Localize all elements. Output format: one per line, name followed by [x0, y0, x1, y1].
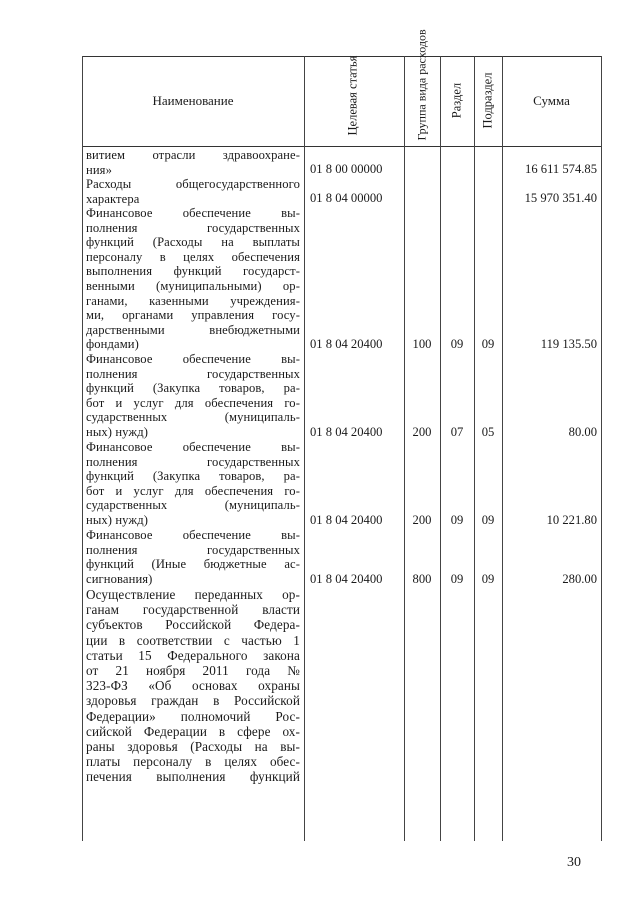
- name-line: сударственных (муниципаль-: [86, 410, 300, 425]
- name-line: выполнения функций государст-: [86, 264, 300, 279]
- name-line: функций (Расходы на выплаты: [86, 235, 300, 250]
- row-target: 01 8 04 20400: [310, 337, 383, 351]
- name-line: Финансовое обеспечение вы-: [86, 206, 300, 220]
- name-line: Осуществление переданных ор-: [86, 587, 300, 602]
- name-line: 323-ФЗ «Об основах охраны: [86, 678, 300, 694]
- row-name: [86, 528, 300, 586]
- row-sum: 16 611 574.85: [525, 162, 597, 176]
- name-line: бот и услуг для обеспечения го-: [86, 395, 300, 410]
- col-border: [304, 56, 305, 841]
- row-target: 01 8 04 00000: [310, 191, 383, 205]
- name-line: функций (Закупка товаров, ра-: [86, 381, 300, 396]
- name-line: здоровья граждан в Российской: [86, 693, 300, 709]
- row-sum: 15 970 351.40: [524, 191, 597, 205]
- col-border: [474, 56, 475, 841]
- budget-table: [82, 29, 602, 841]
- name-line: ганам государственной власти: [86, 602, 300, 618]
- row-section: 09: [450, 337, 464, 351]
- name-line: ных) нужд): [86, 424, 149, 439]
- row-name: [86, 177, 300, 206]
- col-border: [82, 56, 83, 841]
- name-line: Федерации» полномочий Рос-: [86, 708, 300, 724]
- row-subsection: 05: [481, 425, 495, 439]
- name-line: полнения государственных: [86, 454, 300, 469]
- row-name: [86, 352, 300, 440]
- name-line: полнения государственных: [86, 366, 300, 381]
- col-border: [404, 56, 405, 841]
- name-line: ния»: [86, 162, 112, 177]
- row-section: 09: [450, 513, 464, 527]
- row-target: 01 8 04 20400: [310, 425, 383, 439]
- name-line: ных) нужд): [86, 512, 149, 527]
- row-name: [86, 148, 300, 177]
- row-name: [86, 587, 300, 785]
- name-line: печения выполнения функций: [86, 769, 300, 785]
- name-line: функций (Иные бюджетные ас-: [86, 557, 300, 572]
- name-line: раны здоровья (Расходы на вы-: [86, 739, 300, 755]
- name-line: бот и услуг для обеспечения го-: [86, 483, 300, 498]
- header-bottom-border: [82, 146, 602, 147]
- name-line: полнения государственных: [86, 220, 300, 235]
- name-line: персоналу в целях обеспечения: [86, 249, 300, 264]
- header-group: Группа вида расходов: [414, 29, 429, 141]
- row-sum: 10 221.80: [546, 513, 597, 527]
- name-line: от 21 ноября 2011 года №: [86, 663, 300, 679]
- header-sum: [502, 56, 601, 146]
- name-line: Финансовое обеспечение вы-: [86, 352, 300, 366]
- name-line: Финансовое обеспечение вы-: [86, 528, 300, 542]
- row-name: [86, 440, 300, 528]
- col-border: [601, 56, 602, 841]
- name-line: дарственными внебюджетными: [86, 322, 300, 337]
- name-line: субъектов Российской Федера-: [86, 617, 300, 633]
- row-subsection: 09: [481, 337, 495, 351]
- header-name: [82, 56, 304, 146]
- header-subsection: Подраздел: [480, 72, 495, 129]
- name-line: ми, органами управления госу-: [86, 308, 300, 323]
- row-group: 100: [412, 337, 432, 351]
- header-sum-label: Сумма: [533, 93, 570, 108]
- name-line: полнения государственных: [86, 542, 300, 557]
- row-sum: 280.00: [562, 572, 597, 586]
- name-line: ганами, казенными учреждения-: [86, 293, 300, 308]
- row-subsection: 09: [481, 513, 495, 527]
- header-name-label: Наименование: [152, 93, 234, 108]
- name-line: витием отрасли здравоохране-: [86, 148, 300, 162]
- name-line: ции в соответствии с частью 1: [86, 632, 300, 648]
- name-line: венными (муниципальными) ор-: [86, 278, 300, 293]
- row-target: 01 8 00 00000: [310, 162, 383, 176]
- name-line: характера: [86, 191, 140, 206]
- page-number: 30: [567, 855, 581, 870]
- row-group: 800: [412, 572, 432, 586]
- name-line: Финансовое обеспечение вы-: [86, 440, 300, 454]
- name-line: фондами): [86, 337, 139, 352]
- row-subsection: 09: [481, 572, 495, 586]
- row-group: 200: [412, 425, 432, 439]
- row-section: 09: [450, 572, 464, 586]
- header-section: Раздел: [449, 82, 464, 119]
- name-line: статьи 15 Федерального закона: [86, 647, 300, 663]
- name-line: платы персоналу в целях обес-: [86, 754, 300, 770]
- name-line: сударственных (муниципаль-: [86, 498, 300, 513]
- col-border: [440, 56, 441, 841]
- row-sum: 80.00: [568, 425, 597, 439]
- name-line: функций (Закупка товаров, ра-: [86, 469, 300, 484]
- name-line: сийской Федерации в сфере ох-: [86, 723, 300, 739]
- name-line: Расходы общегосударственного: [86, 177, 300, 191]
- row-target: 01 8 04 20400: [310, 513, 383, 527]
- row-section: 07: [450, 425, 464, 439]
- row-name: [86, 206, 300, 352]
- header-target: Целевая статья: [345, 55, 360, 136]
- row-group: 200: [412, 513, 432, 527]
- row-sum: 119 135.50: [540, 337, 597, 351]
- name-line: сигнования): [86, 571, 153, 586]
- row-target: 01 8 04 20400: [310, 572, 383, 586]
